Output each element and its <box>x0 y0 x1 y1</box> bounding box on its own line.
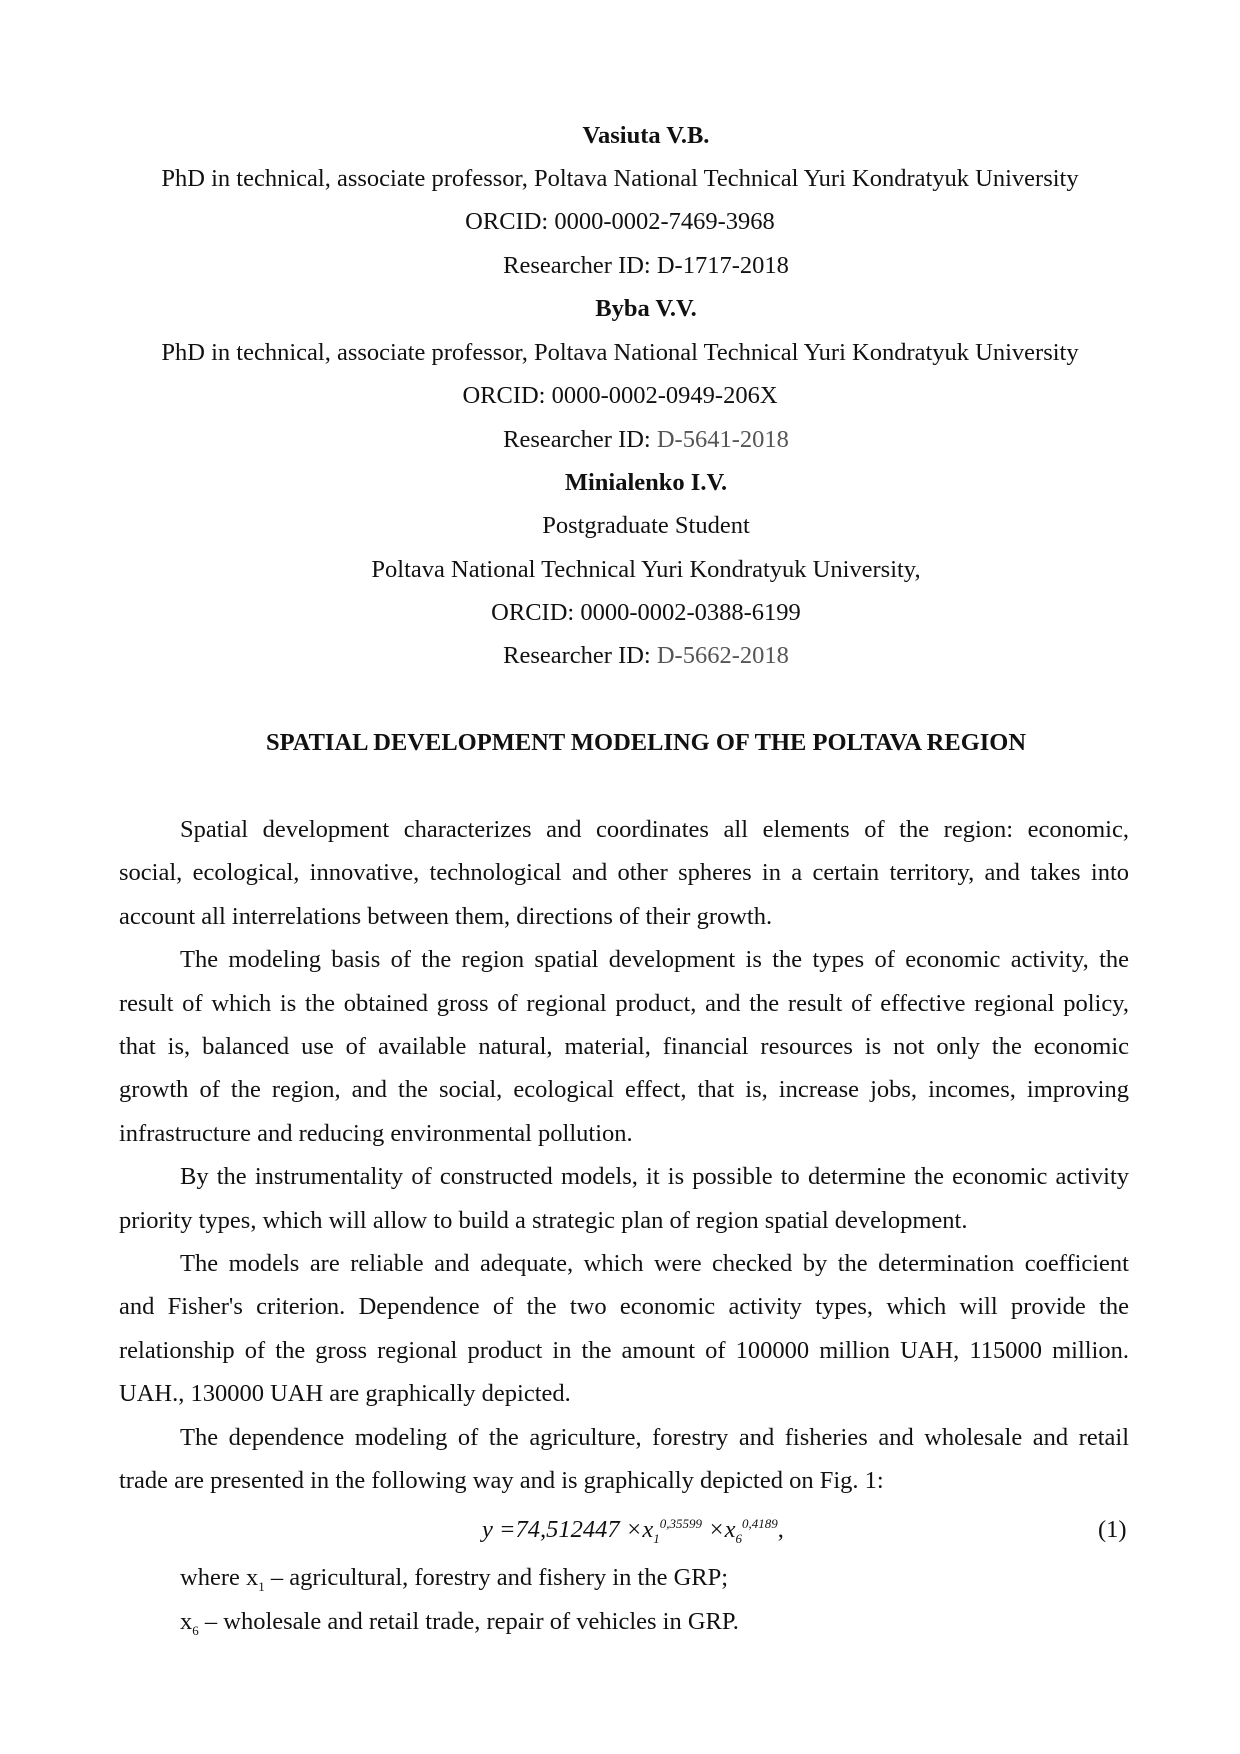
author-name: Vasiuta V.B. <box>582 122 710 149</box>
where-text: – agricultural, forestry and fishery in the GRP; <box>264 1564 729 1591</box>
author-orcid: ORCID: 0000-0002-0388-6199 <box>491 599 801 626</box>
formula-part: , <box>777 1516 784 1543</box>
paragraph-line: growth of the region, and the social, ecological effect, that is, increase jobs, incomes, improving <box>119 1076 1129 1104</box>
paragraph-line: social, ecological, innovative, technological and other spheres in a certain territory, and takes into <box>119 859 1129 887</box>
where-line <box>180 1556 728 1599</box>
paragraph-line: account all interrelations between them, directions of their growth. <box>119 902 773 930</box>
author-researcher-id <box>0 244 1240 287</box>
formula-sub: 1 <box>653 1530 660 1546</box>
where-sub: 1 <box>258 1578 265 1594</box>
researcher-label: Researcher ID: <box>503 642 657 669</box>
paragraph-line: and Fisher's criterion. Dependence of the two economic activity types, which will provide the <box>119 1293 1129 1321</box>
paragraph-line: By the instrumentality of constructed models, it is possible to determine the economic activity <box>180 1163 1129 1191</box>
where-text: – wholesale and retail trade, repair of vehicles in GRP. <box>198 1608 739 1635</box>
author-orcid: ORCID: 0000-0002-7469-3968 <box>465 208 775 235</box>
author-name: Byba V.V. <box>595 295 697 322</box>
paper-title: SPATIAL DEVELOPMENT MODELING OF THE POLTAVA REGION <box>265 729 1027 756</box>
author-position: PhD in technical, associate professor, Poltava National Technical Yuri Kondratyuk University <box>161 165 1079 192</box>
paragraph-line: Spatial development characterizes and coordinates all elements of the region: economic, <box>180 816 1129 843</box>
formula <box>482 1508 784 1551</box>
paragraph-line: The models are reliable and adequate, which were checked by the determination coefficient <box>180 1250 1129 1277</box>
paragraph-line: trade are presented in the following way and is graphically depicted on Fig. 1: <box>119 1467 884 1494</box>
paragraph-line: relationship of the gross regional product in the amount of 100000 million UAH, 115000 million. <box>119 1336 1129 1364</box>
formula-number: (1) <box>1098 1516 1127 1543</box>
formula-sub: 6 <box>735 1530 742 1546</box>
author-orcid: ORCID: 0000-0002-0949-206X <box>462 382 778 409</box>
where-prefix: x <box>180 1608 193 1635</box>
paragraph-line: that is, balanced use of available natural, material, financial resources is not only the economic <box>119 1033 1129 1060</box>
where-prefix: where x <box>180 1564 259 1591</box>
author-position: Postgraduate Student <box>542 512 750 539</box>
author-researcher-id <box>0 418 1240 461</box>
where-line <box>180 1600 739 1643</box>
researcher-id-value: D-1717-2018 <box>656 252 789 279</box>
paragraph-line: priority types, which will allow to build a strategic plan of region spatial development. <box>119 1206 968 1234</box>
paragraph-line: The dependence modeling of the agriculture, forestry and fisheries and wholesale and retail <box>180 1423 1129 1451</box>
researcher-id-value: D-5662-2018 <box>656 642 789 669</box>
author-researcher-id <box>0 634 1240 677</box>
paragraph-line: UAH., 130000 UAH are graphically depicted. <box>119 1380 571 1408</box>
formula-part: y =74,512447 ×x <box>482 1516 654 1543</box>
author-name: Minialenko I.V. <box>564 469 728 496</box>
researcher-label: Researcher ID: <box>503 252 657 279</box>
where-sub: 6 <box>192 1622 199 1638</box>
researcher-label: Researcher ID: <box>503 426 657 453</box>
formula-part: ×x <box>701 1516 736 1543</box>
author-affiliation: Poltava National Technical Yuri Kondratyuk University, <box>371 556 921 583</box>
paragraph-line: The modeling basis of the region spatial development is the types of economic activity, the <box>180 946 1129 974</box>
formula-exp: 0,4189 <box>742 1515 778 1531</box>
author-position: PhD in technical, associate professor, Poltava National Technical Yuri Kondratyuk University <box>161 339 1079 366</box>
formula-exp: 0,35599 <box>659 1515 702 1531</box>
researcher-id-value: D-5641-2018 <box>656 426 789 453</box>
paragraph-line: infrastructure and reducing environmental pollution. <box>119 1119 633 1147</box>
paragraph-line: result of which is the obtained gross of regional product, and the result of effective regional policy, <box>119 989 1129 1017</box>
